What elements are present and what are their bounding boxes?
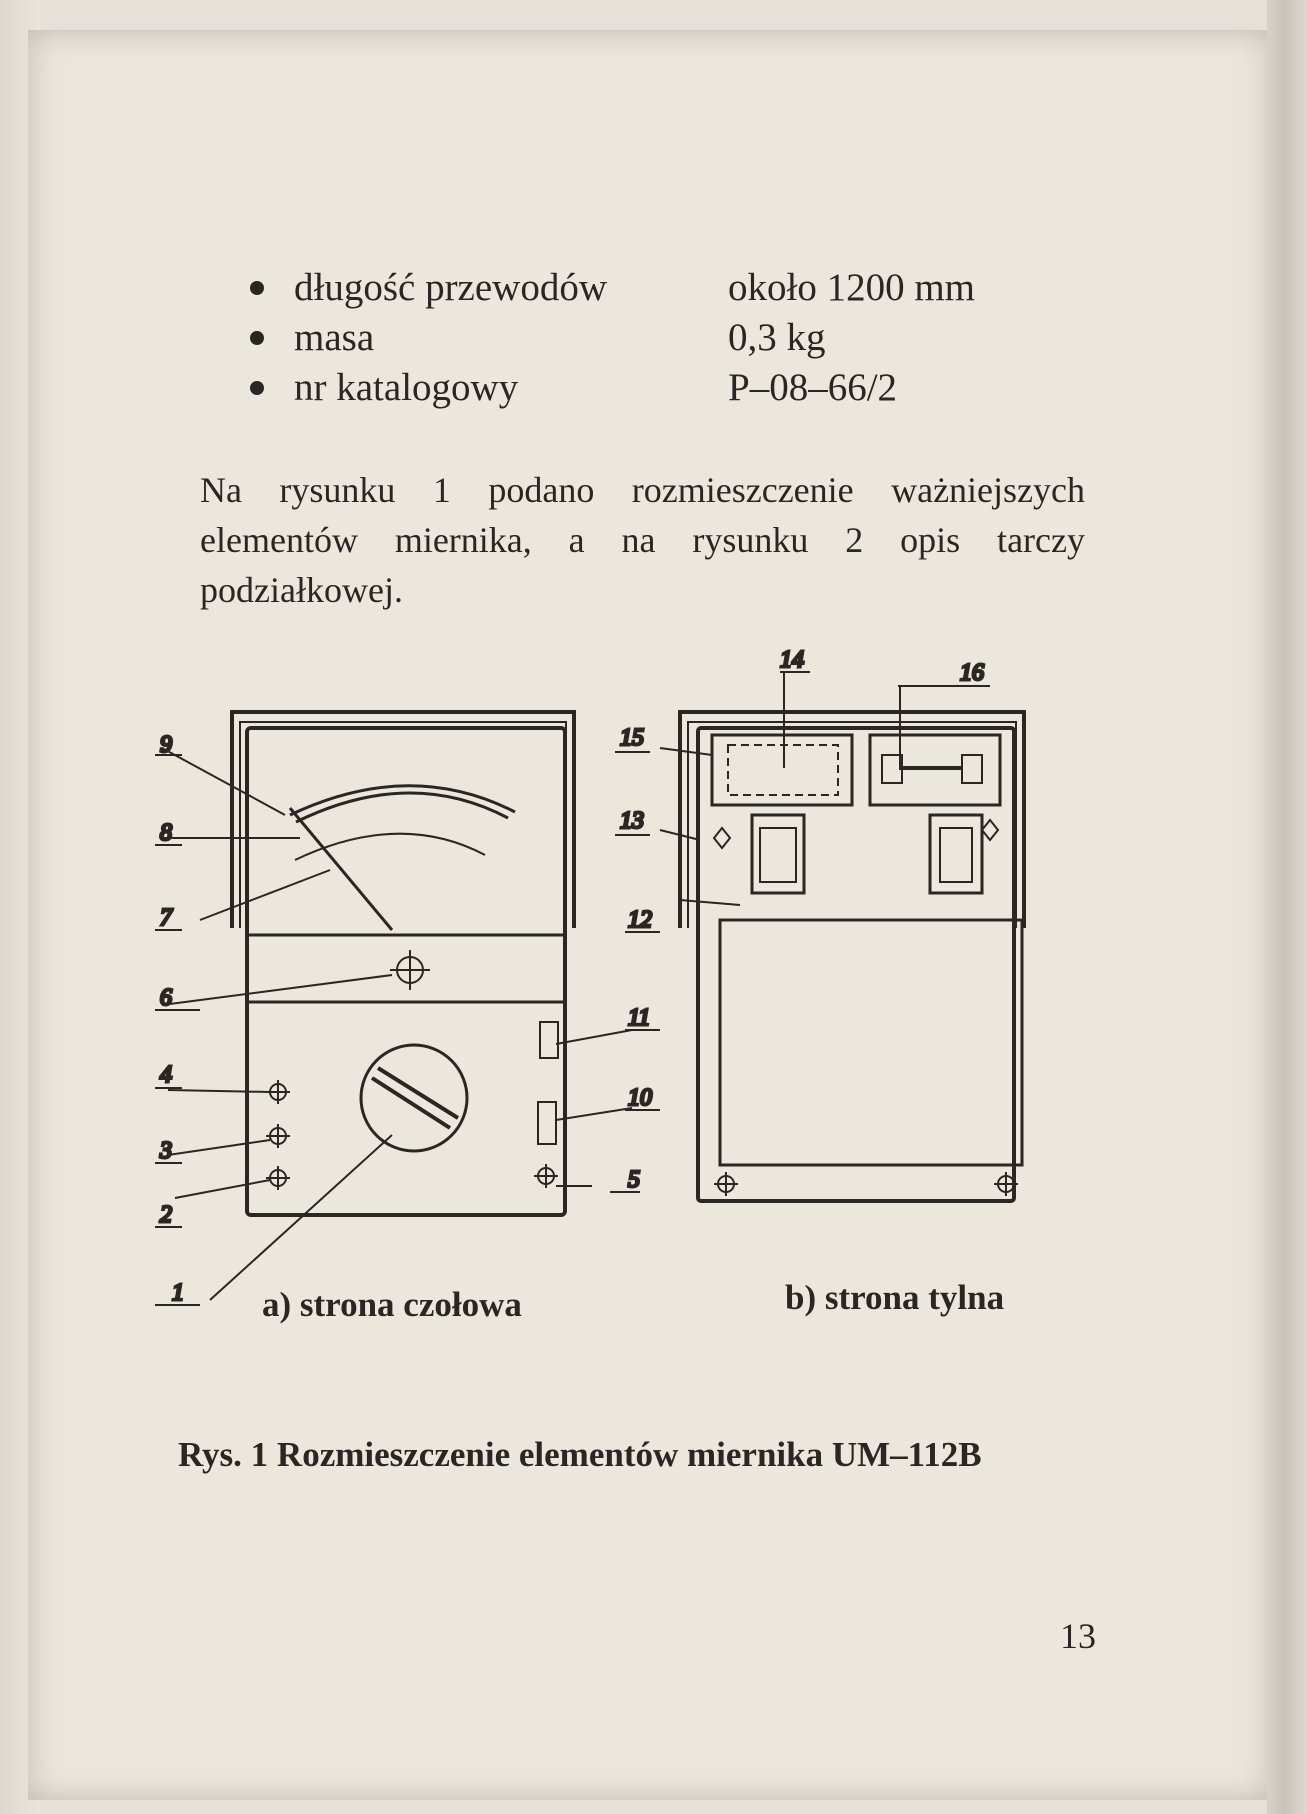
label-12: 12 (628, 907, 652, 933)
label-11: 11 (628, 1005, 651, 1031)
label-2: 2 (160, 1202, 172, 1228)
spec-row (250, 365, 898, 410)
label-14: 14 (780, 647, 804, 673)
page-edges (1267, 0, 1307, 1814)
label-8: 8 (160, 820, 172, 846)
figure-caption: Rys. 1 Rozmieszczenie elementów miernika UM–112B (178, 1435, 982, 1474)
spec-value: 0,3 kg (728, 316, 826, 359)
label-9: 9 (160, 732, 172, 758)
spec-label: długość przewodów (294, 266, 608, 309)
label-4: 4 (160, 1062, 172, 1088)
body-paragraph: Na rysunku 1 podano rozmieszczenie ważniejszych elementów miernika, a na rysunku 2 opis tarczy podziałkowej. (200, 470, 1085, 610)
label-1: 1 (172, 1280, 184, 1306)
caption-back: b) strona tylna (785, 1278, 1005, 1317)
spec-row (250, 265, 976, 310)
label-7: 7 (160, 905, 172, 931)
spec-label: masa (294, 316, 375, 359)
spec-row (250, 315, 826, 360)
label-3: 3 (160, 1138, 172, 1164)
book-page (28, 30, 1283, 1800)
label-10: 10 (628, 1085, 652, 1111)
bullet-icon (250, 331, 264, 345)
spec-value: P–08–66/2 (728, 366, 898, 409)
bullet-icon (250, 381, 264, 395)
bullet-icon (250, 281, 264, 295)
spec-label: nr katalogowy (294, 366, 519, 409)
label-16: 16 (960, 660, 984, 686)
label-15: 15 (620, 725, 644, 751)
caption-front: a) strona czołowa (262, 1285, 522, 1324)
label-5: 5 (628, 1167, 640, 1193)
page-number: 13 (1060, 1616, 1096, 1656)
spec-value: około 1200 mm (728, 266, 976, 309)
label-13: 13 (620, 808, 644, 834)
label-6: 6 (160, 985, 172, 1011)
